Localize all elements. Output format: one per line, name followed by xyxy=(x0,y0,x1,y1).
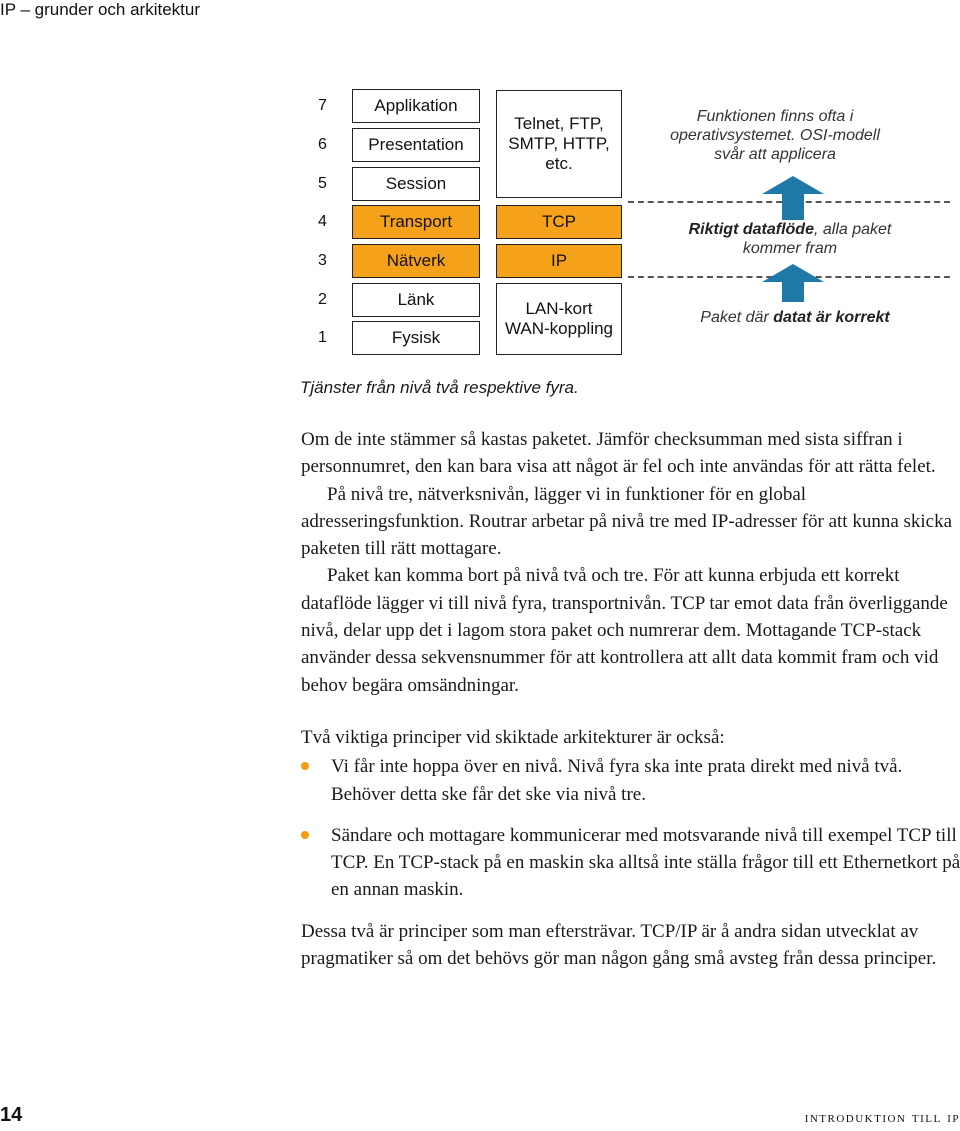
os-function-note: Funktionen finns ofta i operativsystemet. OSI-modell svår att applicera xyxy=(670,108,880,163)
footer-book-title: introduktion till ip xyxy=(804,1109,960,1126)
running-head: IP – grunder och arkitektur xyxy=(0,0,201,19)
layer-number-1: 1 xyxy=(318,329,327,346)
bullet-dot-icon xyxy=(301,831,309,839)
osi-layer-physical: Fysisk xyxy=(352,321,480,355)
list-item: Sändare och mottagare kommunicerar med motsvarande nivå till exempel TCP till TCP. En TCP-stack på en maskin ska alltså inte ställa frågor till ett Ethernetkort på en annan maskin. xyxy=(301,822,960,904)
layer-number-6: 6 xyxy=(318,136,327,153)
paragraph-checksum: Om de inte stämmer så kastas paketet. Jämför checksumman med sista siffran i personnumret, den kan bara visa att något är fel och inte användas för att rätta felet. xyxy=(301,429,936,478)
reliable-flow-rest: , alla paket kommer fram xyxy=(742,221,892,257)
tcpip-link-box: LAN-kort WAN-koppling xyxy=(496,283,622,355)
arrow-up-icon-network xyxy=(760,262,826,302)
tcpip-tcp-box: TCP xyxy=(496,205,622,239)
correct-data-bold: datat är korrekt xyxy=(773,309,890,326)
osi-layer-application: Applikation xyxy=(352,89,480,123)
reliable-flow-note xyxy=(660,220,920,258)
layer-number-4: 4 xyxy=(318,213,327,230)
osi-layer-transport: Transport xyxy=(352,205,480,239)
bullet-dot-icon xyxy=(301,762,309,770)
layer-number-3: 3 xyxy=(318,252,327,269)
principles-list xyxy=(301,753,960,903)
list-item: Vi får inte hoppa över en nivå. Nivå fyra ska inte prata direkt med nivå två. Behöver detta ske får det ske via nivå tre. xyxy=(301,753,960,808)
figure-caption: Tjänster från nivå två respektive fyra. xyxy=(300,378,579,397)
paragraph-conclusion: Dessa två är principer som man eftersträvar. TCP/IP är å andra sidan utvecklat av pragmatiker så om det behövs gör man någon gång små avsteg från dessa principer. xyxy=(301,920,937,970)
paragraph-principles-intro: Två viktiga principer vid skiktade arkitekturer är också: xyxy=(301,726,725,748)
paragraph-network-level: På nivå tre, nätverksnivån, lägger vi in funktioner för en global adresseringsfunktion. Routrar arbetar på nivå tre med IP-adresser för att kunna skicka paketen till rätt mottagare. xyxy=(301,483,953,560)
reliable-flow-bold: Riktigt dataflöde xyxy=(688,221,814,238)
paragraph-transport-level: Paket kan komma bort på nivå två och tre. För att kunna erbjuda ett korrekt dataflöde lägger vi till nivå fyra, transportnivån. TCP tar emot data från överliggande nivå, delar upp det i lagom stora paket och numrerar dem. Mottagande TCP-stack använder dessa sekvensnummer för att kontrollera att allt data kommit fram och vid behov begära omsändningar. xyxy=(301,565,948,696)
tcpip-application-box: Telnet, FTP, SMTP, HTTP, etc. xyxy=(496,90,622,198)
osi-layer-link: Länk xyxy=(352,283,480,317)
layer-number-7: 7 xyxy=(318,97,327,114)
correct-data-note xyxy=(660,308,930,327)
osi-layer-network: Nätverk xyxy=(352,244,480,278)
layer-number-5: 5 xyxy=(318,175,327,192)
osi-layer-presentation: Presentation xyxy=(352,128,480,162)
tcpip-ip-box: IP xyxy=(496,244,622,278)
osi-tcpip-diagram xyxy=(0,0,960,420)
arrow-up-icon-transport xyxy=(760,174,826,220)
correct-data-plain: Paket där xyxy=(700,309,774,326)
layer-number-2: 2 xyxy=(318,291,327,308)
body-text xyxy=(301,426,960,972)
page-number: 14 xyxy=(0,1104,23,1126)
osi-layer-session: Session xyxy=(352,167,480,201)
